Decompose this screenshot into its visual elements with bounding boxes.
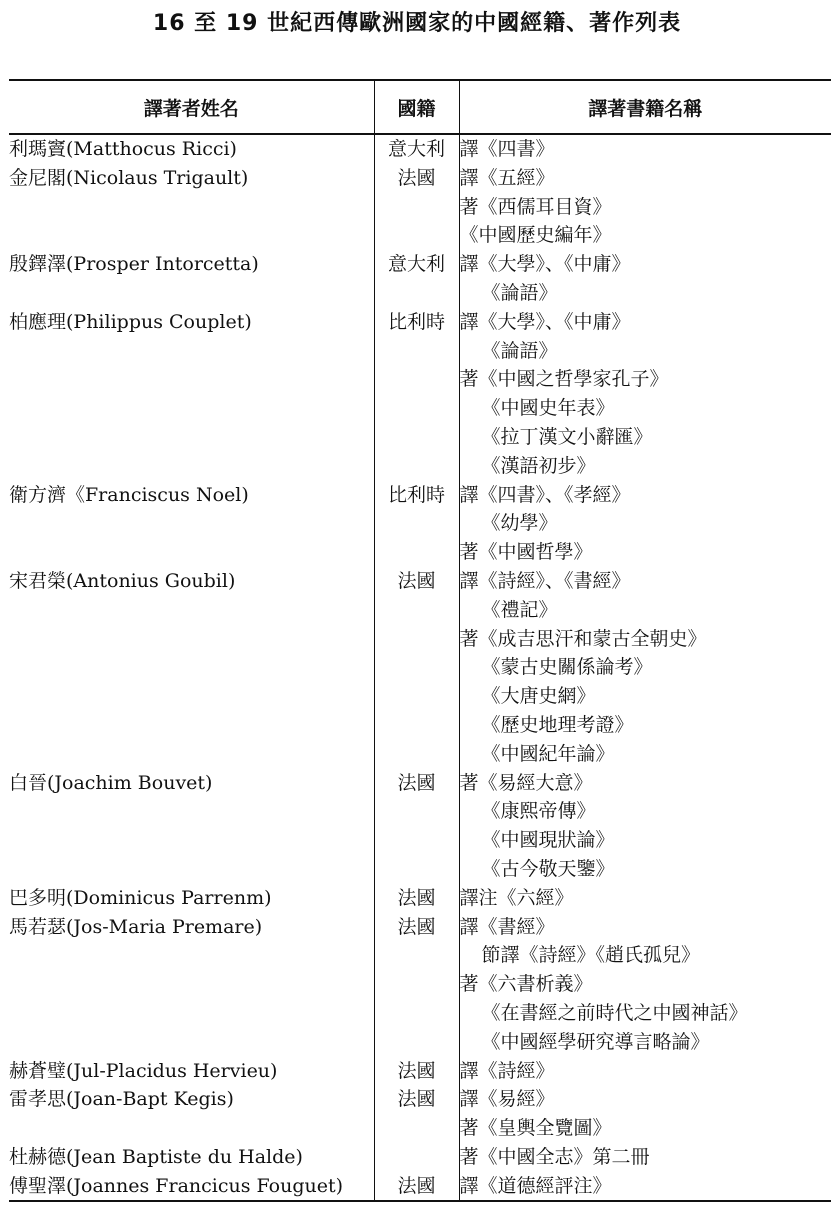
- country: 法國: [397, 915, 436, 938]
- works-cell: [459, 1085, 831, 1143]
- country: 比利時: [387, 483, 445, 506]
- column-header-country: 國籍: [374, 80, 459, 134]
- work-title: 譯《大學》、《中庸》: [459, 253, 631, 276]
- works-cell: [459, 884, 831, 913]
- country-cell: [374, 481, 459, 567]
- column-header-name: 譯著者姓名: [9, 80, 374, 134]
- translator-name-cell: [9, 134, 374, 164]
- work-title: 《中國經學研究導言略論》: [481, 1030, 710, 1053]
- translator-name-cell: [9, 1143, 374, 1172]
- work-title: 《在書經之前時代之中國神話》: [481, 1001, 748, 1024]
- translator-name: 殷鐸澤(Prosper Intorcetta): [9, 253, 259, 276]
- works-cell: [459, 134, 831, 164]
- translator-name: 利瑪竇(Matthocus Ricci): [9, 138, 237, 160]
- country: 法國: [397, 166, 436, 189]
- work-title: 《禮記》: [481, 598, 558, 621]
- work-title: 譯《四書》: [459, 138, 555, 160]
- country-cell: [374, 913, 459, 1057]
- work-title: 譯注《六經》: [459, 886, 574, 909]
- country: 意大利: [387, 253, 445, 276]
- country: 意大利: [387, 138, 445, 160]
- translator-name: 杜赫德(Jean Baptiste du Halde): [9, 1145, 303, 1168]
- translator-name-cell: [9, 1057, 374, 1086]
- country-cell: [374, 884, 459, 913]
- country-cell: [374, 769, 459, 884]
- works-cell: [459, 567, 831, 769]
- work-title: 《漢語初步》: [481, 454, 596, 477]
- country: 法國: [397, 886, 436, 909]
- table-body: [9, 134, 831, 1201]
- table-row: [9, 134, 831, 164]
- work-title: 節譯《詩經》《趙氏孤兒》: [481, 944, 701, 967]
- works-cell: [459, 1057, 831, 1086]
- translator-name: 馬若瑟(Jos-Maria Premare): [9, 915, 263, 938]
- work-title: 譯《四書》、《孝經》: [459, 483, 631, 506]
- country-cell: [374, 250, 459, 308]
- country-cell: [374, 1057, 459, 1086]
- translator-name-cell: [9, 164, 374, 250]
- table-row: [9, 769, 831, 884]
- works-cell: [459, 250, 831, 308]
- work-title: 譯《詩經》: [459, 1059, 555, 1082]
- translator-name: 傅聖澤(Joannes Francicus Fouguet): [9, 1174, 344, 1197]
- work-title: 《古今敬天鑒》: [481, 857, 615, 880]
- work-title: 譯《五經》: [459, 166, 555, 189]
- work-title: 《蒙古史關係論考》: [481, 656, 653, 679]
- translator-name-cell: [9, 1172, 374, 1202]
- work-title: 《歷史地理考證》: [481, 713, 634, 736]
- translator-name: 巴多明(Dominicus Parrenm): [9, 886, 272, 909]
- country-cell: [374, 1172, 459, 1202]
- work-title: 著《六書析義》: [459, 973, 593, 996]
- table-row: [9, 1172, 831, 1202]
- work-title: 譯《易經》: [459, 1088, 555, 1111]
- country: [375, 1143, 459, 1172]
- works-cell: [459, 1172, 831, 1202]
- table-header-row: [9, 80, 831, 134]
- work-title: 譯《大學》、《中庸》: [459, 310, 631, 333]
- table-row: [9, 1057, 831, 1086]
- table-row: [9, 250, 831, 308]
- country: 法國: [397, 771, 436, 794]
- work-title: 《論語》: [481, 281, 558, 304]
- translator-name-cell: [9, 481, 374, 567]
- work-title: 《康熙帝傳》: [481, 800, 596, 823]
- translator-name: 宋君榮(Antonius Goubil): [9, 569, 236, 592]
- work-title: 《中國紀年論》: [481, 742, 615, 765]
- country-cell: [374, 308, 459, 481]
- table-row: [9, 481, 831, 567]
- table-row: [9, 1143, 831, 1172]
- work-title: 著《西儒耳目資》: [459, 195, 612, 218]
- country-cell: [374, 567, 459, 769]
- translator-name-cell: [9, 567, 374, 769]
- country: 法國: [397, 569, 436, 592]
- work-title: 《大唐史網》: [481, 685, 596, 708]
- country: 法國: [397, 1059, 436, 1082]
- country-cell: [374, 1085, 459, 1143]
- works-cell: [459, 769, 831, 884]
- works-table: [9, 79, 831, 1202]
- works-cell: [459, 481, 831, 567]
- translator-name-cell: [9, 913, 374, 1057]
- works-cell: [459, 1143, 831, 1172]
- country: 法國: [397, 1088, 436, 1111]
- table-row: [9, 1085, 831, 1143]
- work-title: 譯《詩經》、《書經》: [459, 569, 631, 592]
- translator-name-cell: [9, 308, 374, 481]
- work-title: 譯《書經》: [459, 915, 555, 938]
- works-cell: [459, 164, 831, 250]
- country: 法國: [397, 1174, 436, 1197]
- translator-name-cell: [9, 884, 374, 913]
- translator-name: 柏應理(Philippus Couplet): [9, 310, 252, 333]
- translator-name: 衛方濟《Franciscus Noel): [9, 483, 249, 506]
- translator-name-cell: [9, 769, 374, 884]
- translator-name-cell: [9, 1085, 374, 1143]
- country-cell: [374, 164, 459, 250]
- work-title: 著《易經大意》: [459, 771, 593, 794]
- country-cell: [374, 134, 459, 164]
- work-title: 譯《道德經評注》: [459, 1174, 612, 1197]
- work-title: 著《中國全志》第二冊: [459, 1145, 650, 1168]
- table-row: [9, 913, 831, 1057]
- page-title: 16 至 19 世紀西傳歐洲國家的中國經籍、著作列表: [152, 11, 682, 36]
- work-title: 《中國現狀論》: [481, 829, 615, 852]
- table-row: [9, 884, 831, 913]
- table-row: [9, 567, 831, 769]
- works-cell: [459, 913, 831, 1057]
- work-title: 《幼學》: [481, 512, 558, 535]
- work-title: 《拉丁漢文小辭匯》: [481, 425, 653, 448]
- work-title: 《論語》: [481, 339, 558, 362]
- column-header-works: 譯著書籍名稱: [459, 80, 831, 134]
- translator-name: 白晉(Joachim Bouvet): [9, 771, 213, 794]
- translator-name: 赫蒼璧(Jul-Placidus Hervieu): [9, 1059, 278, 1082]
- translator-name: 金尼閣(Nicolaus Trigault): [9, 166, 249, 189]
- country-cell: [374, 1143, 459, 1172]
- translator-name-cell: [9, 250, 374, 308]
- work-title: 《中國史年表》: [481, 397, 615, 420]
- work-title: 著《皇輿全覽圖》: [459, 1117, 612, 1140]
- work-title: 《中國歷史編年》: [459, 224, 612, 247]
- table-row: [9, 308, 831, 481]
- work-title: 著《中國之哲學家孔子》: [459, 368, 669, 391]
- work-title: 著《成吉思汗和蒙古全朝史》: [459, 627, 707, 650]
- country: 比利時: [387, 310, 445, 333]
- table-row: [9, 164, 831, 250]
- translator-name: 雷孝思(Joan-Bapt Kegis): [9, 1088, 234, 1111]
- works-cell: [459, 308, 831, 481]
- work-title: 著《中國哲學》: [459, 541, 593, 564]
